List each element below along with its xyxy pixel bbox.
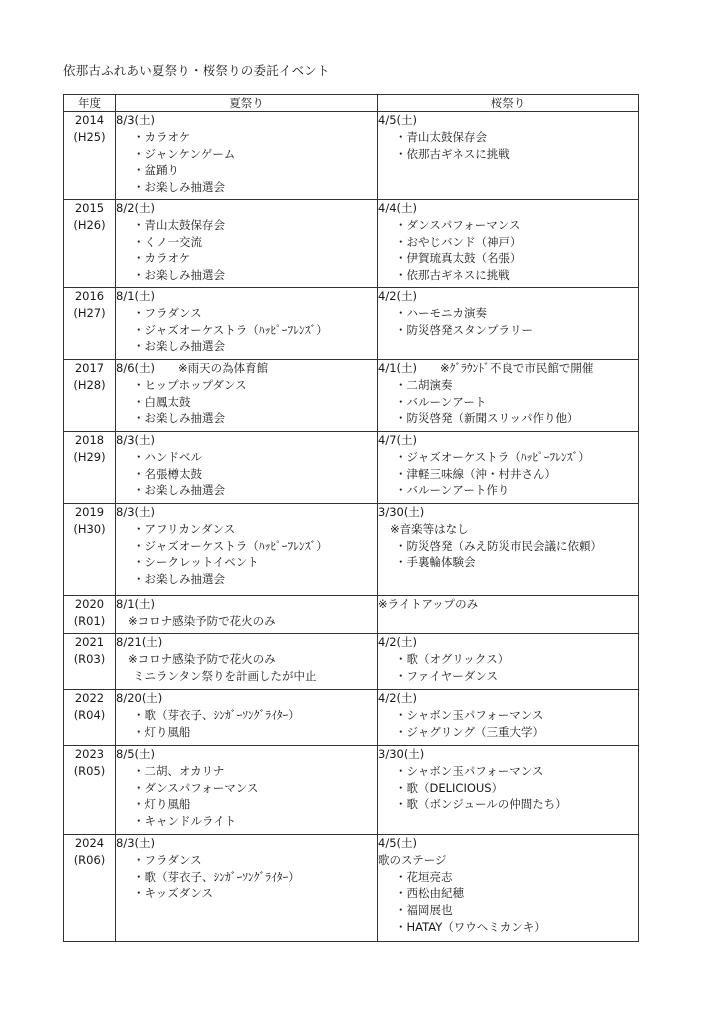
year-label: 2017	[74, 361, 105, 375]
year-label: 2023	[74, 747, 105, 761]
summer-cell	[116, 360, 378, 432]
spring-cell	[378, 360, 639, 432]
spring-event-item: ・ダンスパフォーマンス	[395, 217, 521, 232]
summer-cell	[116, 288, 378, 360]
spring-date: 4/2(土)	[378, 289, 417, 303]
year-cell	[64, 288, 116, 360]
summer-event-item: ・ジャズオーケストラ（ﾊｯﾋﾟｰﾌﾚﾝｽﾞ）	[133, 322, 328, 337]
summer-event-item: ・お楽しみ抽選会	[133, 268, 225, 283]
table-row	[64, 200, 639, 288]
table-row	[64, 596, 639, 634]
spring-event-item: ・歌（DELICIOUS）	[395, 780, 504, 795]
year-label: 2022	[74, 691, 105, 705]
year-label: 2024	[74, 836, 105, 850]
spring-date: 4/1(土) ※ｸﾞﾗｳﾝﾄﾞ不良で市民館で開催	[378, 361, 594, 375]
summer-event-item: ・シークレットイベント	[133, 555, 259, 570]
spring-event-item: ・手裏輪体験会	[395, 555, 476, 570]
spring-event-item: ・おやじバンド（神戸）	[395, 234, 522, 249]
summer-event-item: ・ヒップホップダンス	[133, 377, 247, 392]
header-summer: 夏祭り	[116, 95, 378, 112]
era-label: (H30)	[73, 522, 106, 536]
year-cell	[64, 432, 116, 504]
era-label: (H29)	[73, 450, 106, 464]
spring-date: 4/4(土)	[378, 201, 417, 215]
summer-note: ※コロナ感染予防で花火のみ	[128, 613, 276, 628]
summer-event-item: ・二胡、オカリナ	[133, 763, 225, 778]
year-label: 2020	[74, 597, 105, 611]
summer-cell	[116, 112, 378, 200]
year-cell	[64, 596, 116, 634]
summer-cell	[116, 746, 378, 835]
summer-event-item: ・キッズダンス	[133, 886, 214, 901]
summer-event-item: ・カラオケ	[133, 251, 191, 266]
summer-event-item: ・盆踊り	[133, 163, 179, 178]
era-label: (R04)	[73, 708, 106, 722]
summer-event-item: ・アフリカンダンス	[133, 521, 236, 536]
spring-cell	[378, 634, 639, 690]
summer-event-item: ・ジャズオーケストラ（ﾊｯﾋﾟｰﾌﾚﾝｽﾞ）	[133, 538, 328, 553]
summer-date: 8/2(土)	[116, 201, 155, 215]
spring-cell	[378, 200, 639, 288]
table-row	[64, 288, 639, 360]
summer-cell	[116, 504, 378, 596]
spring-event-item: ・依那古ギネスに挑戦	[395, 146, 510, 161]
spring-event-item: ・防災啓発スタンプラリー	[395, 322, 533, 337]
spring-event-item: ・防災啓発（みえ防災市民会議に依頼）	[395, 538, 602, 553]
spring-event-item: ・青山太鼓保存会	[395, 129, 487, 144]
summer-event-item: ・歌（芽衣子、ｼﾝｶﾞｰｿﾝｸﾞﾗｲﾀｰ）	[133, 707, 300, 722]
summer-cell	[116, 690, 378, 746]
year-cell	[64, 835, 116, 942]
table-body	[64, 112, 639, 942]
spring-event-item: ・HATAY（ワウヘミカンキ）	[395, 919, 546, 934]
spring-cell	[378, 288, 639, 360]
spring-date: 4/2(土)	[378, 635, 417, 649]
summer-event-item: ・フラダンス	[133, 305, 202, 320]
spring-event-item: ・シャボン玉パフォーマンス	[395, 763, 544, 778]
spring-cell	[378, 504, 639, 596]
spring-event-item: ・二胡演奏	[395, 377, 453, 392]
table-row	[64, 634, 639, 690]
year-label: 2019	[74, 505, 105, 519]
summer-event-item: ・くノ一交流	[133, 234, 202, 249]
spring-event-item: ・バルーンアート	[395, 394, 487, 409]
year-label: 2021	[74, 635, 105, 649]
summer-event-item: ・カラオケ	[133, 129, 191, 144]
spring-event-item: ・防災啓発（新聞スリッパ作り他）	[395, 411, 579, 426]
year-cell	[64, 746, 116, 835]
year-cell	[64, 690, 116, 746]
summer-event-item: ・灯り風船	[133, 724, 191, 739]
summer-date: 8/20(土)	[116, 691, 163, 705]
spring-date: 3/30(土)	[378, 747, 425, 761]
table-row	[64, 360, 639, 432]
spring-cell	[378, 690, 639, 746]
summer-event-item: ・名張樽太鼓	[133, 466, 202, 481]
summer-event-item: ・白鳳太鼓	[133, 394, 191, 409]
summer-event-item: ・歌（芽衣子、ｼﾝｶﾞｰｿﾝｸﾞﾗｲﾀｰ）	[133, 869, 300, 884]
spring-date: 4/7(土)	[378, 433, 417, 447]
summer-cell	[116, 200, 378, 288]
summer-note-2: ミニランタン祭りを計画したが中止	[133, 668, 317, 683]
year-cell	[64, 200, 116, 288]
year-cell	[64, 360, 116, 432]
spring-event-item: ・歌（ボンジュールの仲間たち）	[395, 797, 567, 812]
year-label: 2016	[74, 289, 105, 303]
spring-event-item: ・依那古ギネスに挑戦	[395, 268, 510, 283]
table-header-row	[64, 95, 639, 112]
spring-cell	[378, 596, 639, 634]
summer-date: 8/21(土)	[116, 635, 163, 649]
summer-event-item: ・灯り風船	[133, 797, 191, 812]
summer-event-item: ・お楽しみ抽選会	[133, 180, 225, 195]
era-label: (R03)	[73, 652, 106, 666]
table-row	[64, 112, 639, 200]
year-cell	[64, 112, 116, 200]
year-label: 2018	[74, 433, 105, 447]
summer-event-item: ・お楽しみ抽選会	[133, 339, 225, 354]
spring-event-item: ・津軽三味線（沖・村井さん）	[395, 466, 556, 481]
summer-cell	[116, 596, 378, 634]
summer-date: 8/3(土)	[116, 836, 155, 850]
summer-date: 8/3(土)	[116, 113, 155, 127]
spring-date: ※ライトアップのみ	[378, 597, 479, 611]
spring-event-item: ・ファイヤーダンス	[395, 668, 499, 683]
spring-event-item: ・シャボン玉パフォーマンス	[395, 707, 544, 722]
summer-date: 8/1(土)	[116, 289, 155, 303]
summer-date: 8/3(土)	[116, 433, 155, 447]
spring-note: ※音楽等はなし	[390, 521, 469, 536]
era-label: (H26)	[73, 218, 106, 232]
spring-date: 4/2(土)	[378, 691, 417, 705]
summer-event-item: ・ハンドベル	[133, 449, 202, 464]
era-label: (H28)	[73, 378, 106, 392]
spring-event-item: ・花垣亮志	[395, 869, 453, 884]
summer-event-item: ・青山太鼓保存会	[133, 217, 225, 232]
spring-cell	[378, 432, 639, 504]
spring-date: 4/5(土)	[378, 836, 417, 850]
year-label: 2014	[74, 113, 105, 127]
summer-cell	[116, 432, 378, 504]
year-label: 2015	[74, 201, 105, 215]
summer-event-item: ・ダンスパフォーマンス	[133, 780, 259, 795]
spring-cell	[378, 746, 639, 835]
spring-cell	[378, 112, 639, 200]
table-row	[64, 690, 639, 746]
summer-date: 8/3(土)	[116, 505, 155, 519]
header-spring: 桜祭り	[378, 95, 639, 112]
spring-date: 4/5(土)	[378, 113, 417, 127]
spring-event-item: ・ジャズオーケストラ（ﾊｯﾋﾟｰﾌﾚﾝｽﾞ）	[395, 449, 590, 464]
summer-date: 8/1(土)	[116, 597, 155, 611]
spring-event-item: ・バルーンアート作り	[395, 483, 510, 498]
summer-event-item: ・フラダンス	[133, 852, 202, 867]
spring-cell	[378, 835, 639, 942]
spring-event-item: ・福岡展也	[395, 903, 453, 918]
era-label: (R01)	[73, 614, 106, 628]
year-cell	[64, 634, 116, 690]
year-cell	[64, 504, 116, 596]
summer-cell	[116, 634, 378, 690]
era-label: (H27)	[73, 306, 106, 320]
era-label: (R05)	[73, 764, 106, 778]
summer-cell	[116, 835, 378, 942]
spring-event-item: ・ハーモニカ演奏	[395, 305, 487, 320]
summer-event-item: ・ジャンケンゲーム	[133, 146, 236, 161]
summer-date: 8/5(土)	[116, 747, 155, 761]
table-row	[64, 746, 639, 835]
summer-event-item: ・キャンドルライト	[133, 814, 237, 829]
summer-date: 8/6(土) ※雨天の為体育館	[116, 361, 269, 375]
summer-event-item: ・お楽しみ抽選会	[133, 572, 225, 587]
era-label: (R06)	[73, 853, 106, 867]
summer-event-item: ・お楽しみ抽選会	[133, 483, 225, 498]
table-row	[64, 504, 639, 596]
document-title: 依那古ふれあい夏祭り・桜祭りの委託イベント	[63, 63, 330, 78]
summer-note: ※コロナ感染予防で花火のみ	[128, 651, 276, 666]
table-row	[64, 835, 639, 942]
table-row	[64, 432, 639, 504]
spring-event-item: ・歌（オグリックス）	[395, 651, 510, 666]
header-year: 年度	[64, 95, 116, 112]
spring-event-item: ・ジャグリング（三重大学）	[395, 724, 545, 739]
spring-event-item: ・西松由紀穂	[395, 886, 464, 901]
spring-event-item: ・伊賀琉真太鼓（名張）	[395, 251, 522, 266]
events-table	[63, 94, 639, 942]
summer-event-item: ・お楽しみ抽選会	[133, 411, 225, 426]
spring-date: 3/30(土)	[378, 505, 425, 519]
era-label: (H25)	[73, 130, 106, 144]
spring-subhead: 歌のステージ	[378, 852, 447, 867]
